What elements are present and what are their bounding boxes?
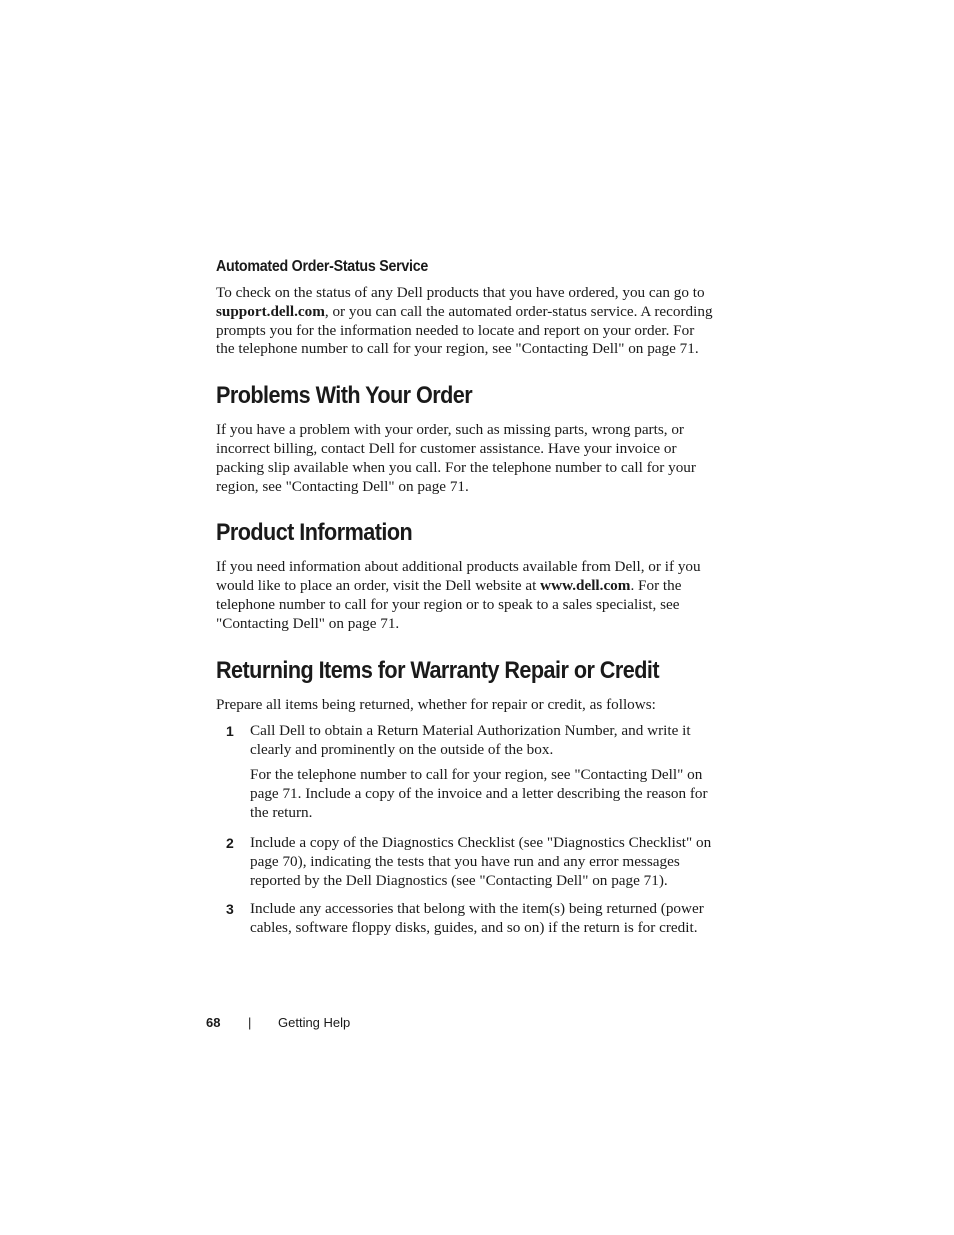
heading-order-status: Automated Order-Status Service bbox=[216, 258, 429, 275]
text-span: , or you can call the automated order-status service. A recording prompts you for the information needed to locate and report on your order. For the telephone number to call for your region, see "Contacting Dell" on page 71. bbox=[216, 302, 713, 358]
paragraph-problems: If you have a problem with your order, such as missing parts, wrong parts, or incorrect billing, contact Dell for customer assistance. Have your invoice or packing slip available when you call. For the telephone number to call for your region, see "Contacting Dell" on page 71. bbox=[216, 421, 696, 495]
steps-list bbox=[216, 722, 716, 937]
paragraph-returning-intro: Prepare all items being returned, whether for repair or credit, as follows: bbox=[216, 695, 656, 713]
heading-problems: Problems With Your Order bbox=[216, 382, 473, 410]
list-item bbox=[216, 900, 716, 938]
page-number: 68 bbox=[206, 1015, 221, 1030]
list-item bbox=[216, 834, 716, 890]
step-number: 3 bbox=[226, 900, 234, 917]
step-text: Include a copy of the Diagnostics Checklist (see "Diagnostics Checklist" on page 70), indicating the tests that you have run and any error messages reported by the Dell Diagnostics (see "Contacting Dell" on page 71). bbox=[250, 834, 712, 889]
paragraph-product-info bbox=[216, 558, 716, 633]
section-order-status bbox=[216, 258, 716, 359]
text-span: To check on the status of any Dell products that you have ordered, you can go to bbox=[216, 284, 705, 301]
page-content bbox=[216, 258, 716, 955]
link-www-dell[interactable]: www.dell.com bbox=[540, 577, 631, 595]
chapter-title: Getting Help bbox=[278, 1015, 351, 1030]
link-support-dell[interactable]: support.dell.com bbox=[216, 302, 325, 320]
text-span: . For the telephone number to call for your region or to speak to a sales specialist, see "Contacting Dell" on page 71. bbox=[216, 577, 682, 632]
heading-product-info: Product Information bbox=[216, 519, 413, 547]
list-item bbox=[216, 722, 716, 822]
section-problems bbox=[216, 381, 716, 496]
step-text: Call Dell to obtain a Return Material Authorization Number, and write it clearly and prominently on the outside of the box. bbox=[250, 722, 691, 759]
section-returning-items bbox=[216, 656, 716, 938]
heading-returning-items: Returning Items for Warranty Repair or Credit bbox=[216, 656, 659, 684]
footer-separator: | bbox=[248, 1015, 252, 1030]
step-subtext: For the telephone number to call for your region, see "Contacting Dell" on page 71. Include a copy of the invoice and a letter describing the reason for the return. bbox=[250, 765, 708, 821]
step-number: 1 bbox=[226, 723, 234, 740]
section-product-info bbox=[216, 518, 716, 633]
step-text: Include any accessories that belong with the item(s) being returned (power cables, software floppy disks, guides, and so on) if the return is for credit. bbox=[250, 899, 704, 936]
step-number: 2 bbox=[226, 835, 234, 852]
paragraph-order-status bbox=[216, 284, 716, 359]
text-span: If you need information about additional products available from Dell, or if you would like to place an order, visit the Dell website at bbox=[216, 558, 701, 595]
